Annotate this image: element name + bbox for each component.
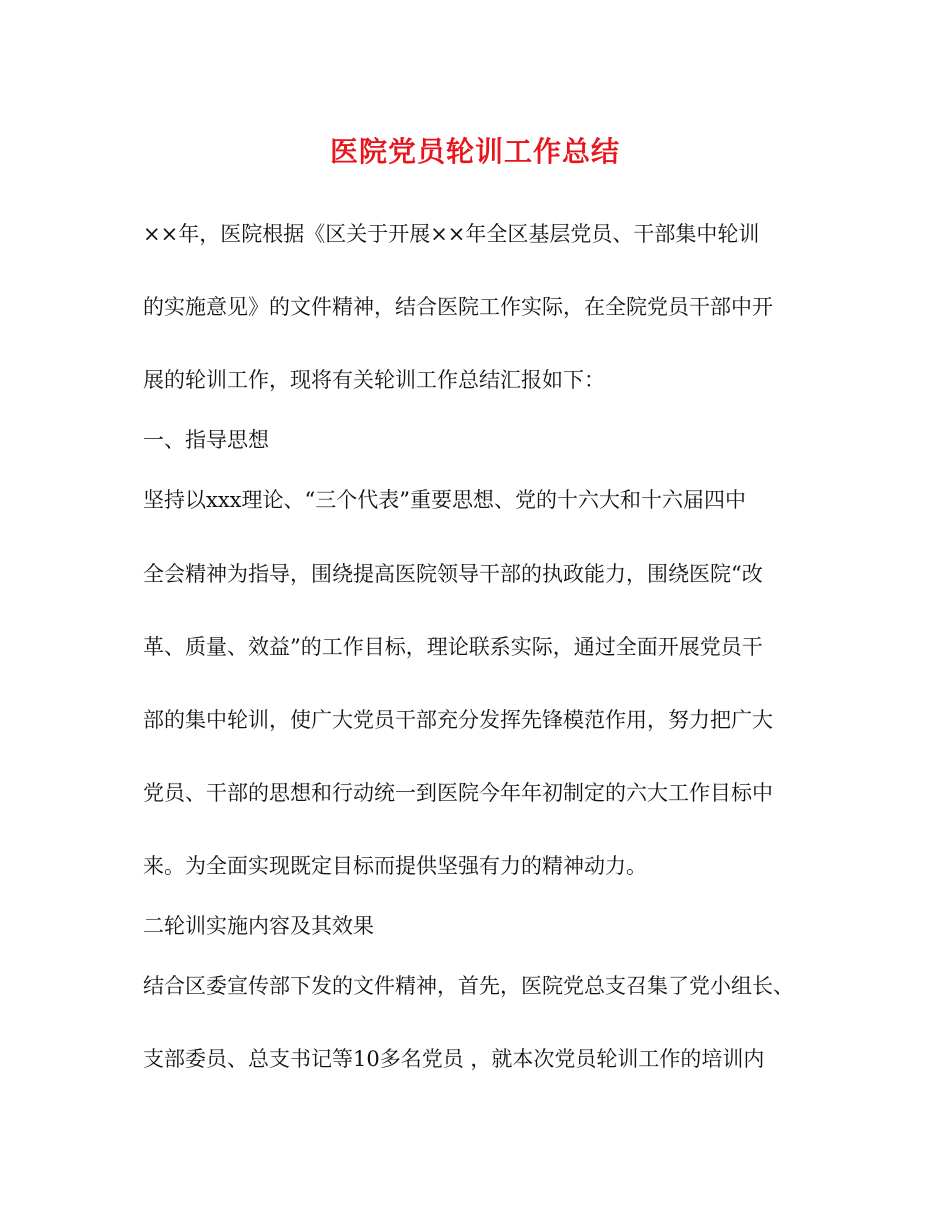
document-title: 医院党员轮训工作总结 — [329, 135, 620, 168]
paragraph-line: 展的轮训工作，现将有关轮训工作总结汇报如下： — [143, 368, 605, 392]
paragraph-line: 来。为全面实现既定目标而提供坚强有力的精神动力。 — [143, 854, 647, 878]
paragraph-line: 部的集中轮训，使广大党员干部充分发挥先锋模范作用，努力把广大 — [143, 708, 773, 732]
paragraph-line: 结合区委宣传部下发的文件精神，首先，医院党总支召集了党小组长、 — [143, 974, 794, 998]
paragraph-line: 全会精神为指导，围绕提高医院领导干部的执政能力，围绕医院“改 — [143, 562, 763, 586]
paragraph-line: 的实施意见》的文件精神，结合医院工作实际，在全院党员干部中开 — [143, 295, 773, 319]
paragraph-line: 支部委员、总支书记等10多名党员 ，就本次党员轮训工作的培训内 — [143, 1047, 765, 1071]
section-heading: 一、指导思想 — [143, 428, 269, 452]
paragraph-line: ××年，医院根据《区关于开展××年全区基层党员、干部集中轮训 — [143, 222, 760, 246]
section-heading: 二轮训实施内容及其效果 — [143, 914, 374, 938]
paragraph-line: 坚持以xxx理论、“三个代表”重要思想、党的十六大和十六届四中 — [143, 488, 746, 512]
paragraph-line: 党员、干部的思想和行动统一到医院今年年初制定的六大工作目标中 — [143, 781, 773, 805]
paragraph-line: 革、质量、效益”的工作目标，理论联系实际，通过全面开展党员干 — [143, 635, 763, 659]
